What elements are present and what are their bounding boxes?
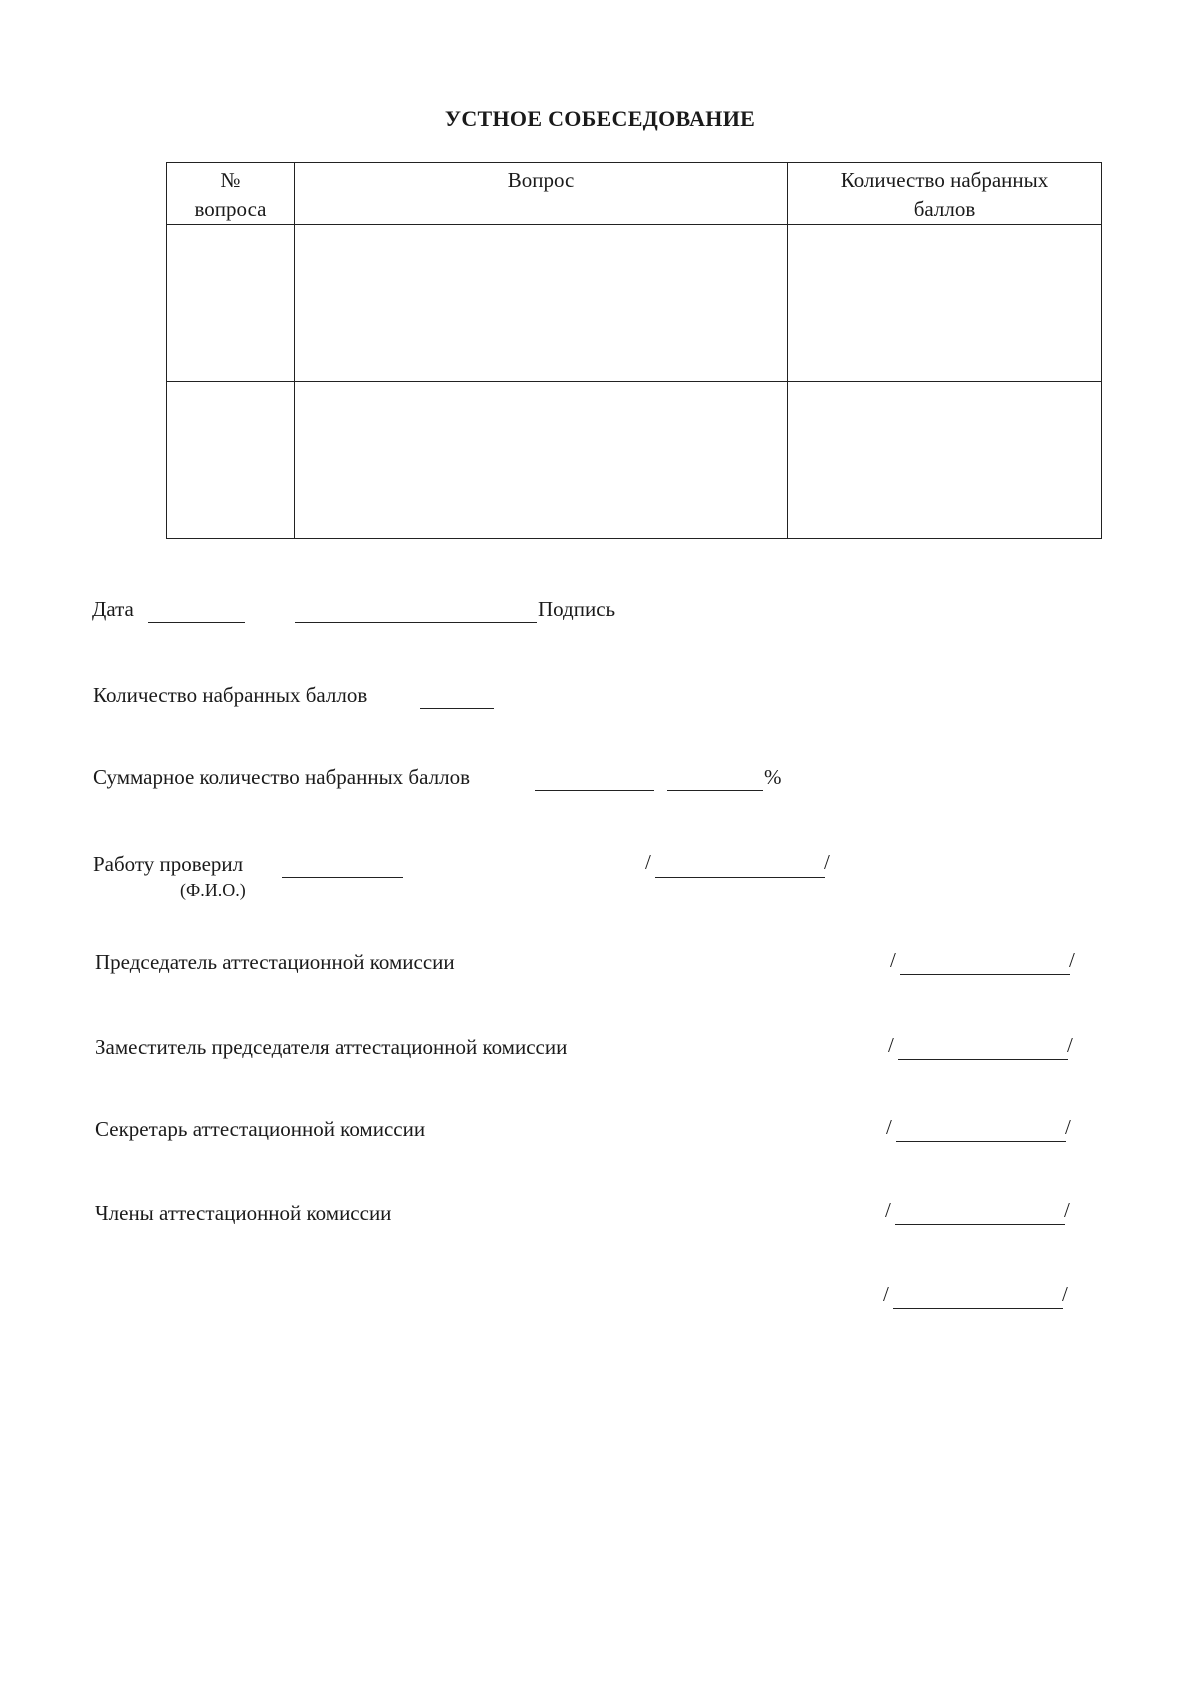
checked-by-label: Работу проверил bbox=[93, 852, 244, 876]
header-score-line2: баллов bbox=[913, 197, 976, 221]
date-field[interactable] bbox=[148, 622, 245, 623]
slash-open: / bbox=[886, 1115, 892, 1139]
score-label: Количество набранных баллов bbox=[93, 683, 368, 707]
secretary-signature-field[interactable] bbox=[896, 1141, 1066, 1142]
table-header-row bbox=[167, 163, 1102, 225]
cell-score[interactable] bbox=[788, 382, 1102, 539]
cell-question-number[interactable] bbox=[167, 225, 295, 382]
cell-score[interactable] bbox=[788, 225, 1102, 382]
member-signature-field[interactable] bbox=[895, 1224, 1065, 1225]
secretary-label: Секретарь аттестационной комиссии bbox=[95, 1117, 426, 1141]
signature-field[interactable] bbox=[295, 622, 537, 623]
slash-open: / bbox=[883, 1282, 889, 1306]
chairman-signature-field[interactable] bbox=[900, 974, 1070, 975]
percent-sign: % bbox=[764, 765, 782, 789]
date-label: Дата bbox=[92, 597, 134, 621]
header-number-sign: № bbox=[220, 168, 241, 192]
slash-open: / bbox=[890, 948, 896, 972]
table-row bbox=[167, 225, 1102, 382]
page-title: УСТНОЕ СОБЕСЕДОВАНИЕ bbox=[444, 106, 756, 131]
slash-open: / bbox=[885, 1198, 891, 1222]
slash-close: / bbox=[1062, 1282, 1068, 1306]
total-score-label: Суммарное количество набранных баллов bbox=[93, 765, 470, 789]
score-field[interactable] bbox=[420, 708, 494, 709]
checked-by-field[interactable] bbox=[282, 877, 403, 878]
header-score-line1: Количество набранных bbox=[840, 168, 1049, 192]
total-percent-field[interactable] bbox=[667, 790, 763, 791]
checked-by-signature-field[interactable] bbox=[655, 877, 825, 878]
header-question: Вопрос bbox=[295, 163, 788, 225]
cell-question[interactable] bbox=[295, 382, 788, 539]
slash-open: / bbox=[645, 850, 651, 874]
header-number-word: вопроса bbox=[194, 197, 267, 221]
cell-question-number[interactable] bbox=[167, 382, 295, 539]
chairman-label: Председатель аттестационной комиссии bbox=[95, 950, 455, 974]
total-score-field[interactable] bbox=[535, 790, 654, 791]
slash-close: / bbox=[1069, 948, 1075, 972]
slash-close: / bbox=[824, 850, 830, 874]
cell-question[interactable] bbox=[295, 225, 788, 382]
members-label: Члены аттестационной комиссии bbox=[95, 1201, 392, 1225]
interview-table bbox=[166, 162, 1102, 539]
header-score bbox=[788, 163, 1102, 225]
deputy-label: Заместитель председателя аттестационной комиссии bbox=[95, 1035, 568, 1059]
member-signature-field[interactable] bbox=[893, 1308, 1063, 1309]
slash-close: / bbox=[1067, 1033, 1073, 1057]
slash-close: / bbox=[1064, 1198, 1070, 1222]
header-question-number bbox=[167, 163, 295, 225]
fio-note: (Ф.И.О.) bbox=[180, 880, 246, 900]
signature-label: Подпись bbox=[538, 597, 616, 621]
slash-close: / bbox=[1065, 1115, 1071, 1139]
table-row bbox=[167, 382, 1102, 539]
slash-open: / bbox=[888, 1033, 894, 1057]
deputy-signature-field[interactable] bbox=[898, 1059, 1068, 1060]
